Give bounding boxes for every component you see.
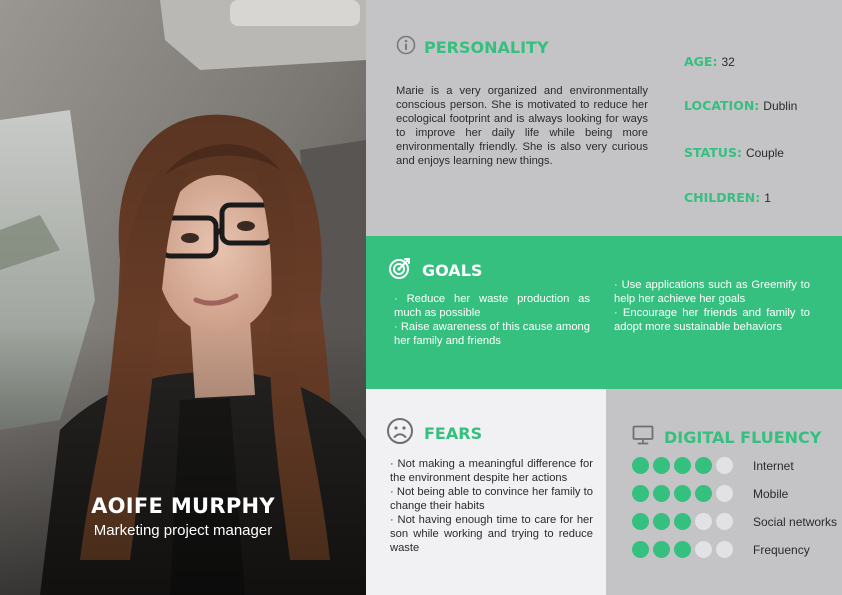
goal-item: · Use applications such as Greemify to help her achieve her goals [614, 279, 810, 305]
skill-rating [632, 541, 737, 558]
goals-column-right [614, 278, 810, 334]
fear-item: · Not making a meaningful difference for the environment despite her actions [390, 458, 593, 484]
rating-dot-empty [695, 513, 712, 530]
skill-label: Internet [753, 458, 794, 473]
fact-status-value: Couple [745, 146, 784, 160]
fact-location [684, 98, 797, 113]
goal-item: · Reduce her waste production as much as possible [394, 293, 590, 319]
fear-item: · Not having enough time to care for her son while working and trying to reduce waste [390, 514, 593, 554]
fact-age-label: AGE: [684, 54, 718, 69]
skill-row-frequency [632, 541, 810, 558]
personality-description: Marie is a very organized and environmentally conscious person. She is motivated to reduce her ecological footprint and is always looking for ways to improve her daily life while being more environmentally friendly. She is also very curious and enjoys learning new things. [396, 85, 648, 167]
rating-dot-empty [716, 541, 733, 558]
skill-label: Frequency [753, 542, 810, 557]
personality-heading [396, 35, 549, 59]
rating-dot-filled [674, 485, 691, 502]
fact-location-value: Dublin [763, 99, 798, 113]
rating-dot-filled [695, 457, 712, 474]
fact-children [684, 190, 771, 205]
rating-dot-filled [674, 541, 691, 558]
skill-rating [632, 513, 737, 530]
fact-location-label: LOCATION: [684, 98, 760, 113]
goals-title: GOALS [422, 260, 483, 280]
rating-dot-empty [695, 541, 712, 558]
skill-rating [632, 457, 737, 474]
persona-name-block [0, 494, 366, 539]
fears-heading [386, 417, 482, 449]
rating-dot-filled [674, 457, 691, 474]
rating-dot-filled [632, 457, 649, 474]
fears-title: FEARS [424, 423, 483, 443]
rating-dot-filled [632, 541, 649, 558]
skill-row-social-networks [632, 513, 837, 530]
persona-role: Marketing project manager [93, 522, 273, 539]
fact-children-label: CHILDREN: [684, 190, 761, 205]
fears-list [390, 457, 593, 555]
fact-children-value: 1 [764, 191, 771, 205]
rating-dot-filled [674, 513, 691, 530]
skill-label: Mobile [753, 486, 789, 501]
rating-dot-filled [632, 513, 649, 530]
goal-item: · Encourage her friends and family to adopt more sustainable behaviors [614, 307, 810, 333]
persona-name: AOIFE MURPHY [91, 494, 275, 518]
skill-row-internet [632, 457, 794, 474]
goal-item: · Raise awareness of this cause among her family and friends [394, 321, 590, 347]
rating-dot-filled [653, 513, 670, 530]
personality-title: PERSONALITY [424, 37, 549, 57]
sad-face-icon [386, 417, 414, 449]
target-icon [388, 256, 412, 284]
personality-section [366, 0, 842, 236]
skill-label: Social networks [753, 514, 838, 529]
fluency-title: DIGITAL FLUENCY [664, 427, 822, 447]
goals-column-left [394, 292, 590, 348]
skill-rating [632, 485, 737, 502]
fear-item: · Not being able to convince her family to change their habits [390, 486, 593, 512]
rating-dot-filled [632, 485, 649, 502]
skill-row-mobile [632, 485, 788, 502]
fact-status-label: STATUS: [684, 145, 742, 160]
fact-age [684, 54, 735, 69]
rating-dot-filled [695, 485, 712, 502]
fluency-heading [632, 425, 821, 449]
rating-dot-empty [716, 485, 733, 502]
fact-status [684, 145, 784, 160]
rating-dot-filled [653, 485, 670, 502]
rating-dot-empty [716, 457, 733, 474]
rating-dot-filled [653, 541, 670, 558]
info-icon [396, 35, 416, 59]
rating-dot-empty [716, 513, 733, 530]
persona-photo [0, 0, 366, 595]
goals-heading [388, 256, 482, 284]
goals-section [366, 236, 842, 389]
fact-age-value: 32 [721, 55, 735, 69]
fears-section [366, 389, 606, 595]
monitor-icon [632, 425, 654, 449]
rating-dot-filled [653, 457, 670, 474]
digital-fluency-section [606, 389, 842, 595]
